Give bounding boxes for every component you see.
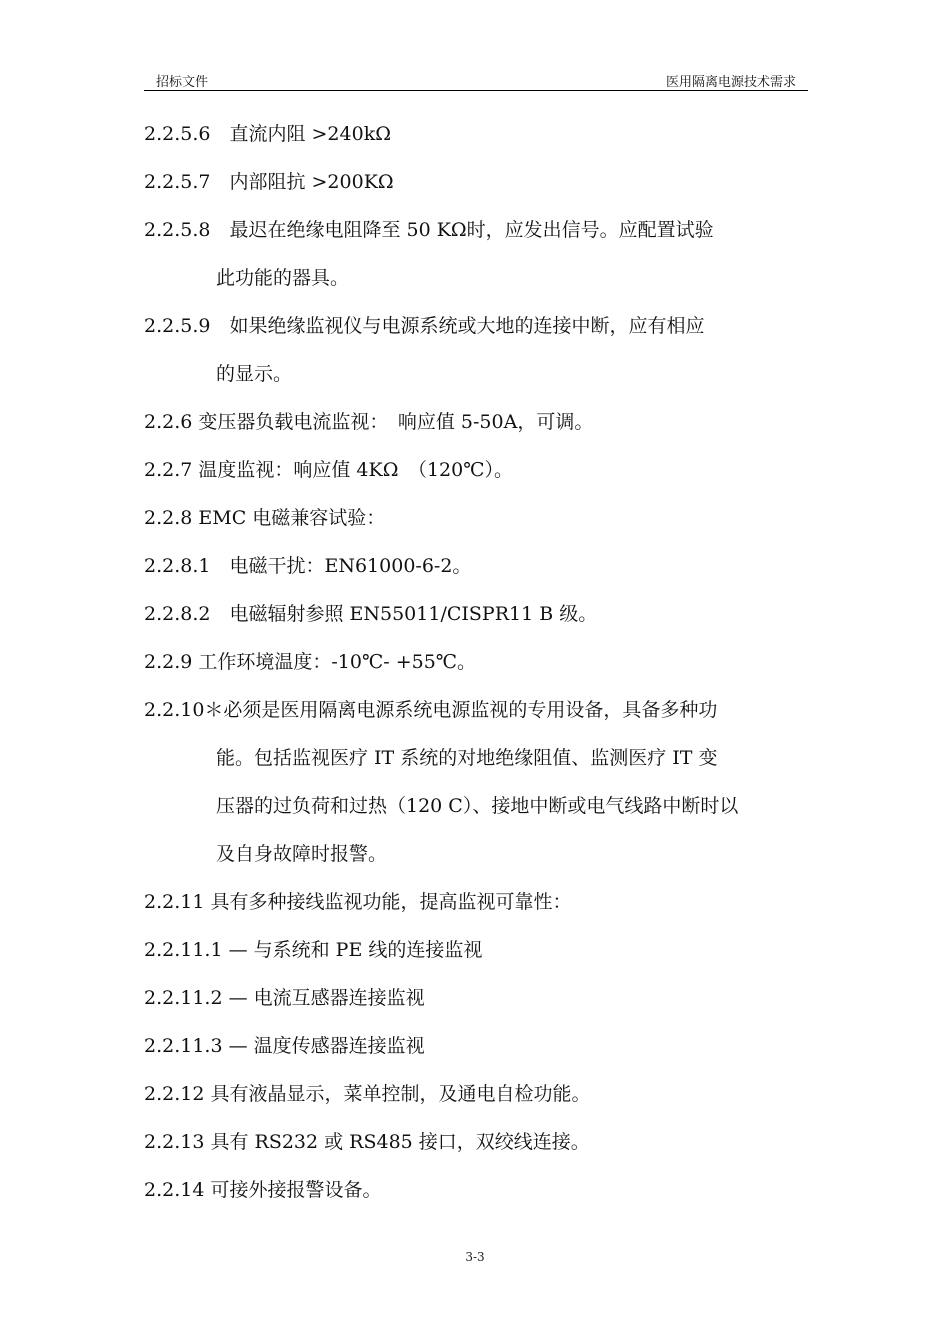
clause-paragraph <box>144 122 814 170</box>
clause-line: 2.2.11.1 — 与系统和 PE 线的连接监视 <box>144 939 483 961</box>
clause-paragraph <box>144 1034 814 1082</box>
clause-paragraph <box>144 938 814 986</box>
clause-continuation-line: 此功能的器具。 <box>216 267 350 289</box>
clause-line: 2.2.7 温度监视：响应值 4KΩ （120℃）。 <box>144 459 513 481</box>
clause-line: 2.2.5.9 如果绝缘监视仪与电源系统或大地的连接中断，应有相应 <box>144 315 705 337</box>
clause-paragraph <box>144 218 814 314</box>
clause-paragraph <box>144 506 814 554</box>
clause-paragraph <box>144 698 814 890</box>
clause-continuation-line: 及自身故障时报警。 <box>216 843 388 865</box>
clause-paragraph <box>144 170 814 218</box>
clause-continuation-line: 压器的过负荷和过热（120 C）、接地中断或电气线路中断时以 <box>216 795 739 817</box>
clause-line: 2.2.14 可接外接报警设备。 <box>144 1179 382 1201</box>
clause-paragraph <box>144 1178 814 1226</box>
clause-continuation-line: 的显示。 <box>216 363 293 385</box>
clause-line: 2.2.6 变压器负载电流监视： 响应值 5-50A，可调。 <box>144 411 594 433</box>
clause-line: 2.2.5.8 最迟在绝缘电阻降至 50 KΩ时，应发出信号。应配置试验 <box>144 219 714 241</box>
clause-paragraph <box>144 458 814 506</box>
clause-line: 2.2.11.2 — 电流互感器连接监视 <box>144 987 425 1009</box>
page-header <box>144 70 808 91</box>
header-doc-title: 医用隔离电源技术需求 <box>665 75 796 90</box>
clause-line: 2.2.11 具有多种接线监视功能，提高监视可靠性： <box>144 891 572 913</box>
clause-line: 2.2.11.3 — 温度传感器连接监视 <box>144 1035 425 1057</box>
clause-line: 2.2.5.7 内部阻抗 >200KΩ <box>144 171 394 193</box>
page-footer <box>0 1250 950 1264</box>
clause-paragraph <box>144 314 814 410</box>
clause-line: 2.2.5.6 直流内阻 >240kΩ <box>144 123 391 145</box>
clause-line: 2.2.10＊必须是医用隔离电源系统电源监视的专用设备，具备多种功 <box>144 699 718 721</box>
clause-paragraph <box>144 890 814 938</box>
clause-paragraph <box>144 1082 814 1130</box>
clause-paragraph <box>144 602 814 650</box>
clause-continuation-line: 能。包括监视医疗 IT 系统的对地绝缘阻值、监测医疗 IT 变 <box>216 747 718 769</box>
clause-paragraph <box>144 650 814 698</box>
clause-paragraph <box>144 410 814 458</box>
page-number: 3-3 <box>465 1250 485 1264</box>
header-doc-type: 招标文件 <box>156 75 209 90</box>
clause-paragraph <box>144 554 814 602</box>
clause-line: 2.2.9 工作环境温度：-10℃- +55℃。 <box>144 651 477 673</box>
clause-line: 2.2.8 EMC 电磁兼容试验： <box>144 507 386 529</box>
clause-line: 2.2.13 具有 RS232 或 RS485 接口，双绞线连接。 <box>144 1131 590 1153</box>
clause-paragraph <box>144 1130 814 1178</box>
clause-paragraph <box>144 986 814 1034</box>
document-body <box>144 122 814 1226</box>
clause-line: 2.2.8.1 电磁干扰：EN61000-6-2。 <box>144 555 472 577</box>
clause-line: 2.2.12 具有液晶显示，菜单控制，及通电自检功能。 <box>144 1083 591 1105</box>
clause-line: 2.2.8.2 电磁辐射参照 EN55011/CISPR11 B 级。 <box>144 603 598 625</box>
